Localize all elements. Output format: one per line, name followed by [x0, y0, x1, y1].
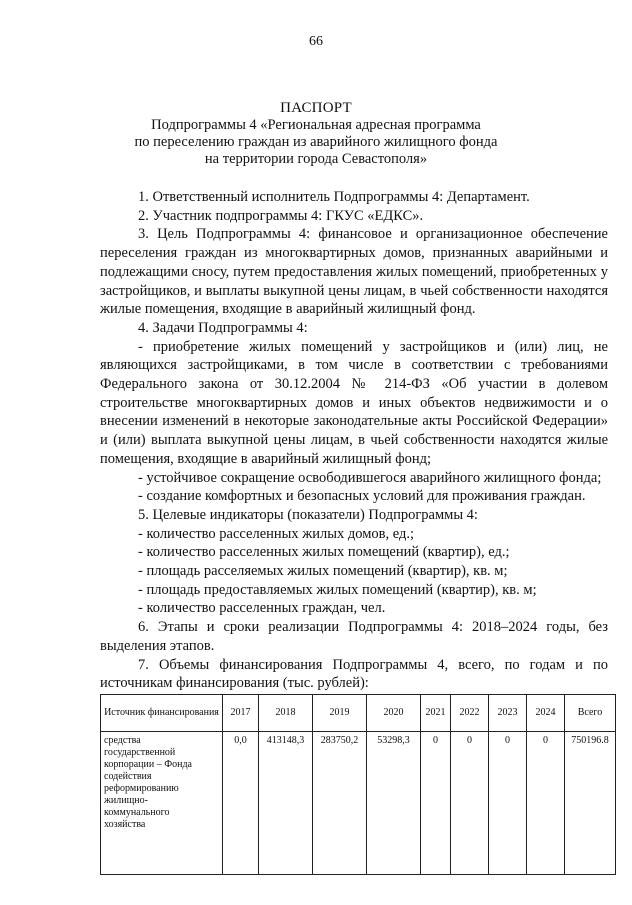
source-cell — [101, 732, 223, 875]
paragraph-financing: 7. Объемы финансирования Подпрограммы 4, всего, по годам и по источникам финансирования (тыс. рублей): — [100, 656, 608, 692]
value-cell: 0 — [527, 732, 565, 875]
page-number: 66 — [309, 34, 323, 49]
title-heading: ПАСПОРТ — [280, 100, 352, 116]
source-line: содействия — [104, 771, 152, 782]
column-header: 2018 — [259, 695, 313, 732]
source-line: хозяйства — [104, 819, 146, 830]
paragraph-tasks-heading: 4. Задачи Подпрограммы 4: — [138, 319, 308, 336]
financing-table — [100, 694, 616, 875]
source-line: средства — [104, 735, 141, 746]
title-line: на территории города Севастополя» — [204, 151, 428, 167]
paragraph-stages: 6. Этапы и сроки реализации Подпрограммы 4: 2018–2024 годы, без выделения этапов. — [100, 619, 608, 654]
column-header: 2019 — [313, 695, 367, 732]
paragraph-indicator-5: - количество расселенных граждан, чел. — [138, 600, 386, 617]
source-line: государственной — [104, 747, 176, 758]
paragraph-indicator-2: - количество расселенных жилых помещений (квартир), ед.; — [138, 544, 510, 561]
title-line: Подпрограммы 4 «Региональная адресная программа — [151, 117, 481, 133]
value-cell: 0 — [451, 732, 489, 875]
value-cell: 0 — [421, 732, 451, 875]
source-line: корпорации – Фонда — [104, 759, 192, 770]
value-cell: 750196.8 — [565, 732, 616, 875]
column-header: 2021 — [421, 695, 451, 732]
source-line: коммунального — [104, 807, 170, 818]
paragraph-participant: 2. Участник подпрограммы 4: ГКУС «ЕДКС». — [138, 207, 424, 224]
table-header-row — [101, 695, 616, 732]
column-header: 2022 — [451, 695, 489, 732]
column-header: 2020 — [367, 695, 421, 732]
value-cell: 0 — [489, 732, 527, 875]
column-header: 2023 — [489, 695, 527, 732]
title-line: по переселению граждан из аварийного жилищного фонда — [134, 134, 498, 150]
column-header: 2017 — [223, 695, 259, 732]
paragraph-task-1: - приобретение жилых помещений у застройщиков и (или) лиц, не являющихся застройщиками, в том числе в соответствии с требованиями Федерального закона от 30.12.2004 № 214-ФЗ «Об участии в долевом строительстве многоквартирных домов и иных объектов недвижимости и о внесении изменений в некоторые законодательные акты Российской Федерации» и (или) выплата выкупной цены лицам, в чьей собственности находятся жилые помещения, входящие в аварийный жилищный фонд; — [100, 338, 608, 467]
value-cell: 53298,3 — [367, 732, 421, 875]
column-header: 2024 — [527, 695, 565, 732]
table-row — [101, 732, 616, 875]
value-cell: 283750,2 — [313, 732, 367, 875]
paragraph-task-3: - создание комфортных и безопасных условий для проживания граждан. — [138, 488, 586, 505]
value-cell: 413148,3 — [259, 732, 313, 875]
paragraph-responsible: 1. Ответственный исполнитель Подпрограммы 4: Департамент. — [138, 189, 530, 205]
paragraph-indicator-4: - площадь предоставляемых жилых помещений (квартир), кв. м; — [138, 581, 537, 598]
value-cell: 0,0 — [223, 732, 259, 875]
paragraph-goal: 3. Цель Подпрограммы 4: финансовое и организационное обеспечение переселения граждан из многоквартирных домов, признанных аварийными и подлежащими сносу, путем предоставления жилых помещений, приобретенных у застройщиков, и выплаты выкупной цены лицам, в чьей собственности находятся жилые помещения, входящие в аварийный жилищный фонд. — [100, 226, 608, 318]
passport-title — [100, 100, 532, 168]
paragraph-indicator-1: - количество расселенных жилых домов, ед.; — [138, 525, 415, 542]
source-line: реформированию — [104, 783, 179, 794]
passport-body — [100, 188, 608, 693]
column-header: Источник финансирования — [101, 695, 223, 732]
paragraph-indicator-3: - площадь расселяемых жилых помещений (квартир), кв. м; — [138, 563, 508, 580]
column-header: Всего — [565, 695, 616, 732]
paragraph-task-2: - устойчивое сокращение освободившегося аварийного жилищного фонда; — [138, 469, 602, 486]
paragraph-indicators-heading: 5. Целевые индикаторы (показатели) Подпрограммы 4: — [138, 506, 478, 523]
source-line: жилищно- — [104, 795, 148, 806]
